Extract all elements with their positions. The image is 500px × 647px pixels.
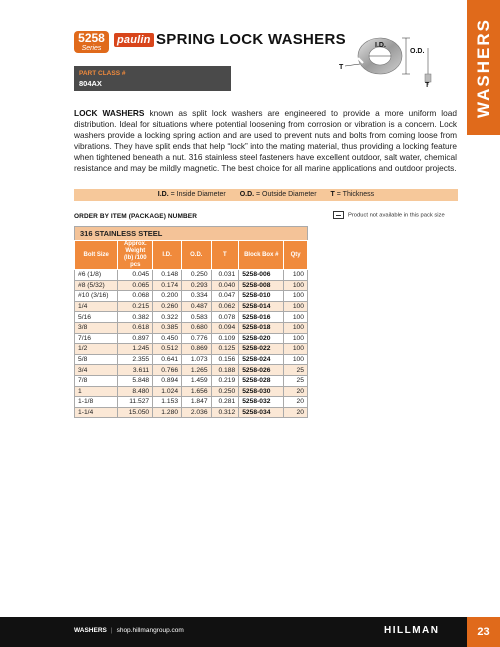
od-label: O.D. bbox=[410, 48, 425, 55]
cell-weight: 1.245 bbox=[118, 344, 153, 355]
cell-weight: 0.068 bbox=[118, 291, 153, 302]
table-row bbox=[75, 365, 308, 376]
cell-od: 1.847 bbox=[182, 397, 212, 408]
hillman-logo: HILLMAN bbox=[384, 625, 440, 636]
cell-weight: 2.355 bbox=[118, 354, 153, 365]
cell-bolt-size: 7/8 bbox=[75, 375, 118, 386]
cell-t: 0.040 bbox=[211, 280, 239, 291]
cell-weight: 3.611 bbox=[118, 365, 153, 376]
cell-qty: 100 bbox=[284, 280, 308, 291]
cell-block-box: 5258-008 bbox=[239, 280, 284, 291]
table-header-row bbox=[75, 241, 308, 270]
product-description bbox=[74, 108, 457, 173]
cell-weight: 0.382 bbox=[118, 312, 153, 323]
cell-weight: 0.065 bbox=[118, 280, 153, 291]
cell-t: 0.219 bbox=[211, 375, 239, 386]
cell-qty: 25 bbox=[284, 375, 308, 386]
cell-weight: 15.050 bbox=[118, 407, 153, 418]
cell-qty: 20 bbox=[284, 407, 308, 418]
table-row bbox=[75, 344, 308, 355]
table-row bbox=[75, 333, 308, 344]
series-number: 5258 bbox=[78, 31, 105, 45]
part-class-label: PART CLASS # bbox=[79, 70, 126, 77]
cell-qty: 20 bbox=[284, 397, 308, 408]
description-lead: LOCK WASHERS bbox=[74, 108, 145, 118]
cell-id: 0.894 bbox=[153, 375, 182, 386]
cell-weight: 0.618 bbox=[118, 322, 153, 333]
table-row bbox=[75, 270, 308, 281]
table-row bbox=[75, 322, 308, 333]
not-available-note bbox=[333, 211, 445, 219]
cell-bolt-size: 1 bbox=[75, 386, 118, 397]
table-row bbox=[75, 354, 308, 365]
cell-qty: 100 bbox=[284, 312, 308, 323]
lock-washer-illustration bbox=[330, 30, 450, 90]
cell-weight: 8.480 bbox=[118, 386, 153, 397]
footer-url[interactable]: shop.hillmangroup.com bbox=[116, 627, 184, 634]
cell-block-box: 5258-010 bbox=[239, 291, 284, 302]
cell-id: 0.260 bbox=[153, 301, 182, 312]
cell-id: 0.200 bbox=[153, 291, 182, 302]
legend-id-text: = Inside Diameter bbox=[168, 191, 226, 198]
cell-bolt-size: 5/16 bbox=[75, 312, 118, 323]
legend-id-key: I.D. bbox=[157, 191, 169, 198]
legend-t-key: T bbox=[330, 191, 335, 198]
cell-od: 0.250 bbox=[182, 270, 212, 281]
cell-block-box: 5258-020 bbox=[239, 333, 284, 344]
cell-od: 1.265 bbox=[182, 365, 212, 376]
washer-diagram bbox=[330, 30, 450, 90]
page-title: SPRING LOCK WASHERS bbox=[156, 31, 346, 48]
cell-bolt-size: 5/8 bbox=[75, 354, 118, 365]
cell-id: 0.148 bbox=[153, 270, 182, 281]
page-number: 23 bbox=[467, 617, 500, 647]
cell-bolt-size: #8 (5/32) bbox=[75, 280, 118, 291]
cell-t: 0.031 bbox=[211, 270, 239, 281]
footer-separator: | bbox=[110, 627, 113, 634]
cell-od: 0.293 bbox=[182, 280, 212, 291]
side-tab-label bbox=[467, 0, 500, 135]
cell-od: 0.334 bbox=[182, 291, 212, 302]
part-class-box bbox=[74, 66, 231, 91]
cell-t: 0.156 bbox=[211, 354, 239, 365]
dimension-legend bbox=[74, 189, 458, 201]
cell-od: 1.459 bbox=[182, 375, 212, 386]
legend-t-text: = Thickness bbox=[334, 191, 375, 198]
cell-block-box: 5258-030 bbox=[239, 386, 284, 397]
cell-bolt-size: 3/4 bbox=[75, 365, 118, 376]
cell-qty: 20 bbox=[284, 386, 308, 397]
footer-text bbox=[74, 627, 184, 634]
col-t: T bbox=[211, 241, 239, 270]
cell-block-box: 5258-022 bbox=[239, 344, 284, 355]
cell-block-box: 5258-032 bbox=[239, 397, 284, 408]
cell-block-box: 5258-006 bbox=[239, 270, 284, 281]
col-bolt-size: Bolt Size bbox=[75, 241, 118, 270]
cell-t: 0.281 bbox=[211, 397, 239, 408]
cell-block-box: 5258-018 bbox=[239, 322, 284, 333]
table-row bbox=[75, 301, 308, 312]
cell-qty: 100 bbox=[284, 291, 308, 302]
id-label: I.D. bbox=[375, 42, 386, 49]
table-row bbox=[75, 280, 308, 291]
cell-qty: 100 bbox=[284, 354, 308, 365]
cell-qty: 100 bbox=[284, 333, 308, 344]
table-row bbox=[75, 375, 308, 386]
brand-logo: paulin bbox=[114, 33, 154, 47]
table-body bbox=[75, 270, 308, 418]
cell-weight: 11.527 bbox=[118, 397, 153, 408]
cell-id: 0.766 bbox=[153, 365, 182, 376]
cell-block-box: 5258-014 bbox=[239, 301, 284, 312]
cell-id: 0.385 bbox=[153, 322, 182, 333]
t-label-left: T bbox=[339, 64, 344, 71]
cell-t: 0.062 bbox=[211, 301, 239, 312]
cell-od: 0.776 bbox=[182, 333, 212, 344]
cell-weight: 5.848 bbox=[118, 375, 153, 386]
cell-od: 2.036 bbox=[182, 407, 212, 418]
cell-id: 0.174 bbox=[153, 280, 182, 291]
cell-t: 0.250 bbox=[211, 386, 239, 397]
cell-id: 1.280 bbox=[153, 407, 182, 418]
legend-od-text: = Outside Diameter bbox=[254, 191, 317, 198]
side-tab-text: WASHERS bbox=[473, 17, 493, 118]
cell-qty: 100 bbox=[284, 344, 308, 355]
table-row bbox=[75, 291, 308, 302]
cell-id: 0.322 bbox=[153, 312, 182, 323]
series-badge bbox=[74, 31, 109, 53]
cell-od: 0.487 bbox=[182, 301, 212, 312]
table-row bbox=[75, 407, 308, 418]
cell-od: 0.583 bbox=[182, 312, 212, 323]
table-caption: 316 STAINLESS STEEL bbox=[74, 226, 308, 240]
cell-od: 0.869 bbox=[182, 344, 212, 355]
description-text: known as split lock washers are engineered to provide a more uniform load distribution. Ideal for situations where potential loosening from corrosion or vibration is a concern. Lock washers provide a locking spring action and are used to prevent nuts and bolts from coming loose from vibrations. They have split ends that help “lock” into the mating material, thus providing a locking feature when tightened beneath a nut. 316 stainless steel fasteners have excellent outdoor, salt water, chemical resistance and may be mildly magnetic. The best choice for all marine applications and outdoor projects. bbox=[74, 108, 457, 173]
order-heading: ORDER BY ITEM (PACKAGE) NUMBER bbox=[74, 213, 198, 220]
not-available-text: Product not available in this pack size bbox=[348, 212, 445, 219]
legend-od-key: O.D. bbox=[239, 191, 255, 198]
cell-id: 1.024 bbox=[153, 386, 182, 397]
cell-id: 0.450 bbox=[153, 333, 182, 344]
cell-bolt-size: 1-1/8 bbox=[75, 397, 118, 408]
series-label: Series bbox=[81, 45, 102, 52]
cell-t: 0.109 bbox=[211, 333, 239, 344]
col-weight: Approx. Weight (lb) /100 pcs bbox=[118, 241, 153, 270]
table-row bbox=[75, 386, 308, 397]
cell-qty: 100 bbox=[284, 301, 308, 312]
table-row bbox=[75, 312, 308, 323]
cell-weight: 0.897 bbox=[118, 333, 153, 344]
cell-qty: 25 bbox=[284, 365, 308, 376]
table-row bbox=[75, 397, 308, 408]
col-od: O.D. bbox=[182, 241, 212, 270]
cell-weight: 0.045 bbox=[118, 270, 153, 281]
cell-t: 0.188 bbox=[211, 365, 239, 376]
cell-t: 0.125 bbox=[211, 344, 239, 355]
cell-bolt-size: 7/16 bbox=[75, 333, 118, 344]
cell-t: 0.312 bbox=[211, 407, 239, 418]
cell-t: 0.078 bbox=[211, 312, 239, 323]
cell-qty: 100 bbox=[284, 322, 308, 333]
cell-od: 1.073 bbox=[182, 354, 212, 365]
cell-bolt-size: 3/8 bbox=[75, 322, 118, 333]
product-table bbox=[74, 226, 308, 418]
cell-bolt-size: 1/4 bbox=[75, 301, 118, 312]
cell-block-box: 5258-034 bbox=[239, 407, 284, 418]
cell-t: 0.094 bbox=[211, 322, 239, 333]
cell-bolt-size: #6 (1/8) bbox=[75, 270, 118, 281]
col-qty: Qty bbox=[284, 241, 308, 270]
cell-id: 0.641 bbox=[153, 354, 182, 365]
col-id: I.D. bbox=[153, 241, 182, 270]
cell-t: 0.047 bbox=[211, 291, 239, 302]
cell-block-box: 5258-016 bbox=[239, 312, 284, 323]
col-block-box: Block Box # bbox=[239, 241, 284, 270]
cell-bolt-size: 1-1/4 bbox=[75, 407, 118, 418]
part-class-code: 804AX bbox=[79, 79, 102, 88]
cell-bolt-size: 1/2 bbox=[75, 344, 118, 355]
cell-id: 1.153 bbox=[153, 397, 182, 408]
cell-qty: 100 bbox=[284, 270, 308, 281]
t-label-right: T bbox=[425, 82, 430, 89]
cell-block-box: 5258-026 bbox=[239, 365, 284, 376]
cell-id: 0.512 bbox=[153, 344, 182, 355]
cell-weight: 0.215 bbox=[118, 301, 153, 312]
cell-block-box: 5258-024 bbox=[239, 354, 284, 365]
cell-od: 1.656 bbox=[182, 386, 212, 397]
not-available-icon bbox=[333, 211, 344, 219]
cell-bolt-size: #10 (3/16) bbox=[75, 291, 118, 302]
footer-section: WASHERS bbox=[74, 627, 107, 634]
cell-block-box: 5258-028 bbox=[239, 375, 284, 386]
cell-od: 0.680 bbox=[182, 322, 212, 333]
